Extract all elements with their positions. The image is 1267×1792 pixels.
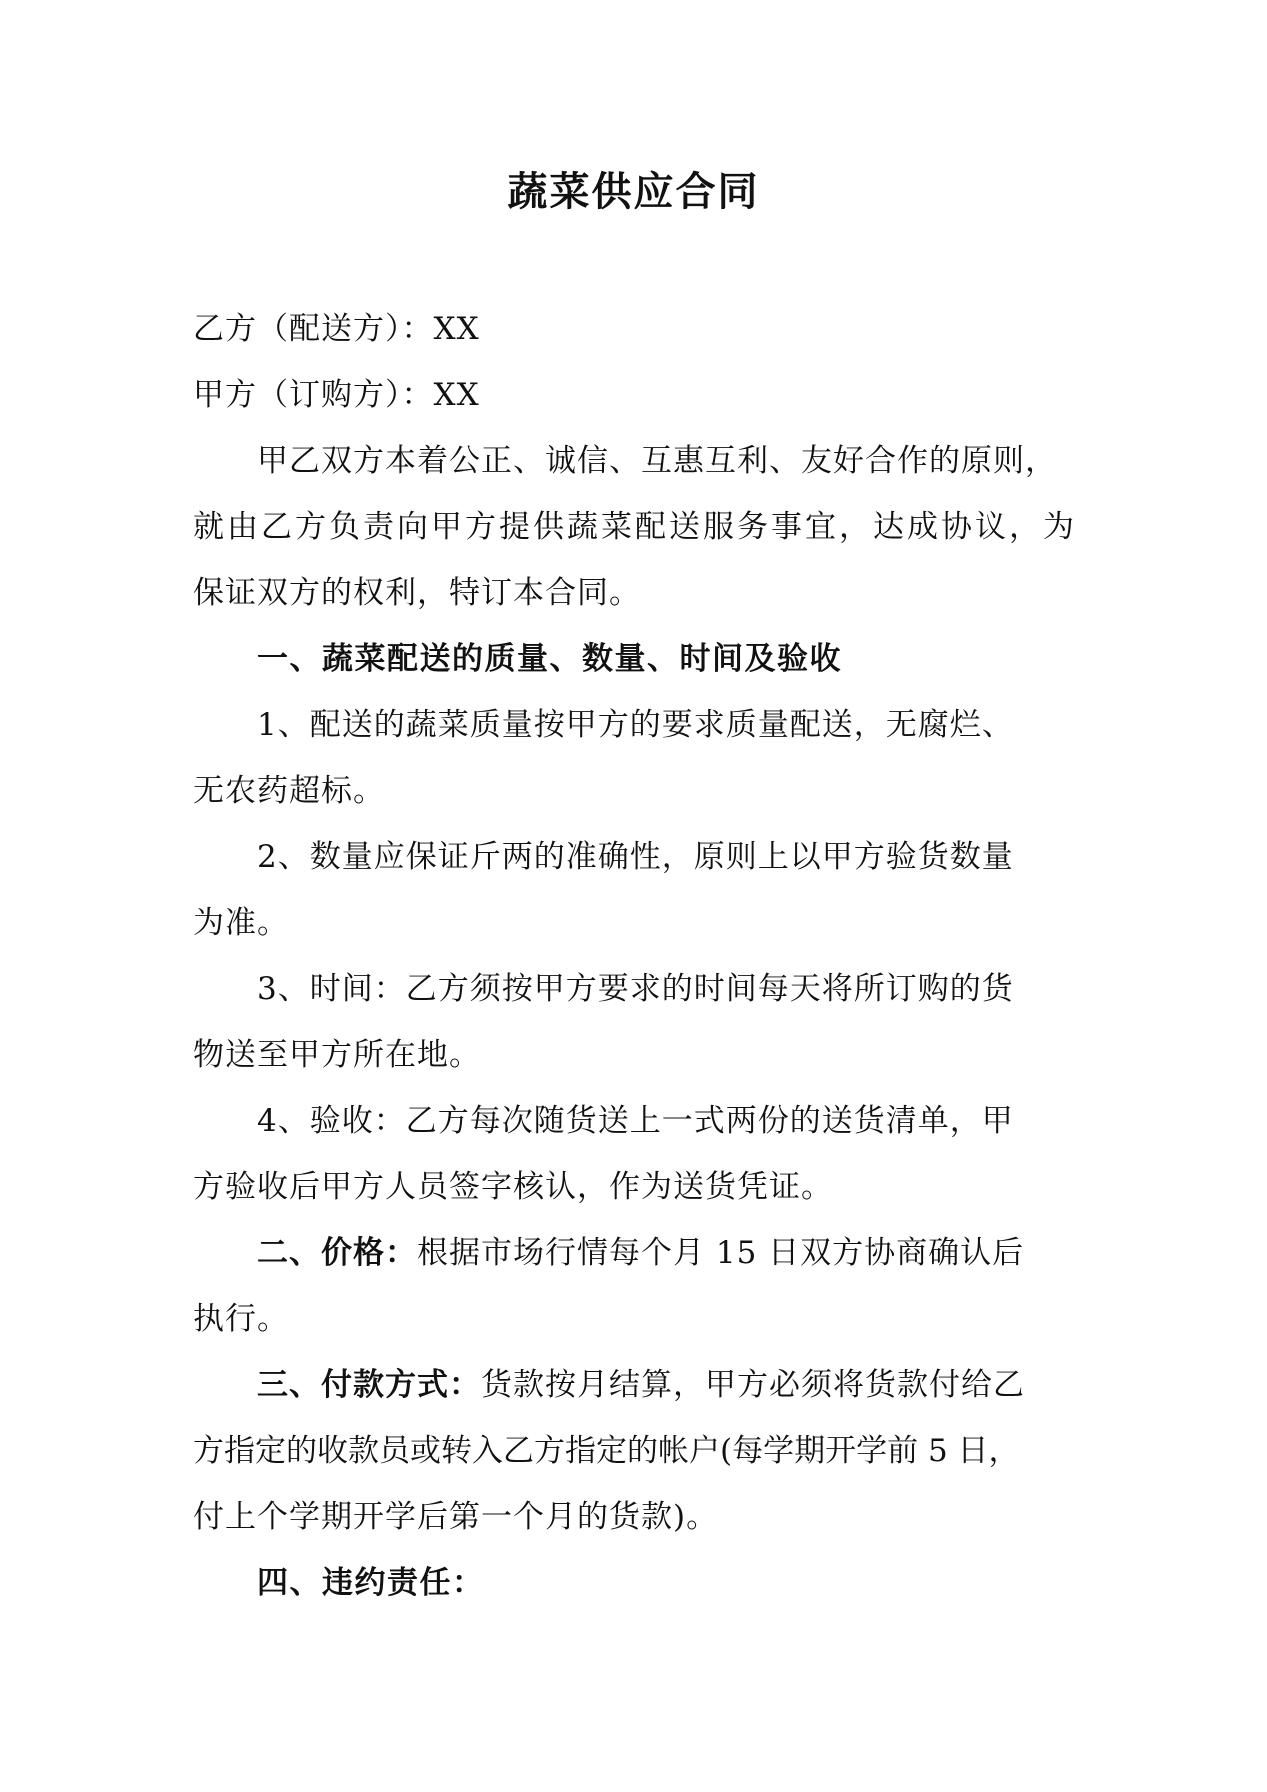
item-2-line-2: 为准。 (193, 905, 289, 941)
section-3-line-2: 方指定的收款员或转入乙方指定的帐户(每学期开学前 5 日， (193, 1433, 1020, 1469)
item-1-line-2: 无农药超标。 (193, 773, 385, 809)
section-2-line-2: 执行。 (193, 1301, 289, 1337)
intro-line-2: 就由乙方负责向甲方提供蔬菜配送服务事宜，达成协议，为 (193, 509, 1077, 545)
item-4-line-1: 4、验收：乙方每次随货送上一式两份的送货清单，甲 (257, 1103, 1014, 1139)
item-4-line-2: 方验收后甲方人员签字核认，作为送货凭证。 (193, 1169, 833, 1205)
item-3-line-1: 3、时间：乙方须按甲方要求的时间每天将所订购的货 (257, 971, 1014, 1007)
intro-line-1: 甲乙双方本着公正、诚信、互惠互利、友好合作的原则， (257, 443, 1057, 479)
section-1-heading: 一、蔬菜配送的质量、数量、时间及验收 (257, 641, 842, 677)
item-3-line-2: 物送至甲方所在地。 (193, 1037, 481, 1073)
section-3-label: 三、付款方式： (257, 1367, 481, 1403)
party-a-line: 甲方（订购方）：XX (193, 377, 480, 413)
party-b-line: 乙方（配送方）：XX (193, 311, 480, 347)
section-2-label: 二、价格： (257, 1235, 417, 1271)
section-2-text: 根据市场行情每个月 15 日双方协商确认后 (417, 1235, 1025, 1271)
item-2-line-1: 2、数量应保证斤两的准确性，原则上以甲方验货数量 (257, 839, 1014, 875)
section-4-heading: 四、违约责任： (257, 1565, 485, 1601)
section-2-line-1 (193, 1220, 1075, 1286)
section-3-line-1 (193, 1352, 1075, 1418)
section-3-text: 货款按月结算，甲方必须将货款付给乙 (481, 1367, 1025, 1403)
section-3-line-3: 付上个学期开学后第一个月的货款)。 (193, 1499, 719, 1535)
document-title: 蔬菜供应合同 (507, 169, 760, 215)
contract-body (193, 296, 1075, 1616)
item-1-line-1: 1、配送的蔬菜质量按甲方的要求质量配送，无腐烂、 (257, 707, 1014, 743)
intro-line-3: 保证双方的权利，特订本合同。 (193, 575, 641, 611)
